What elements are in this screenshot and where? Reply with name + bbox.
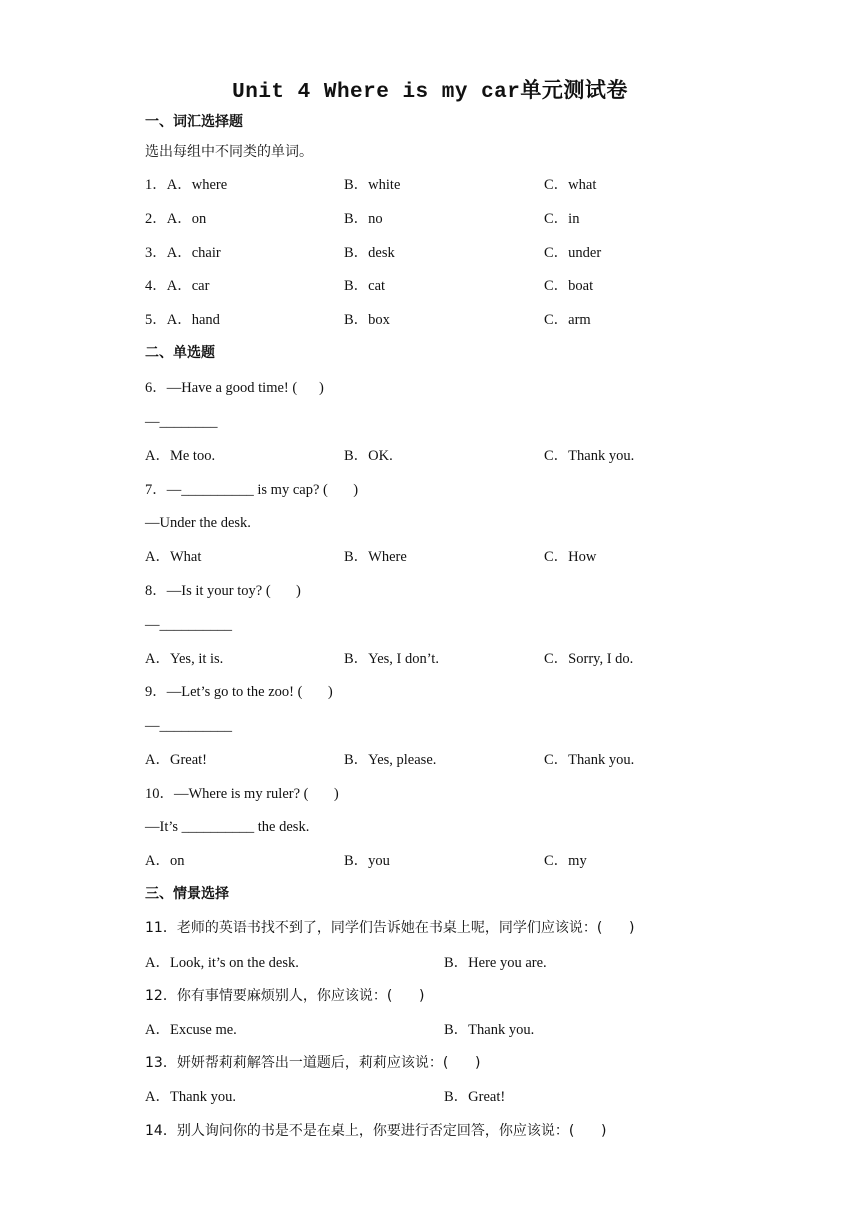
title-prefix: Unit 4 Where is my car	[232, 81, 521, 104]
section-heading-situation: 三、情景选择	[145, 886, 229, 902]
question-5-option-c: C．arm	[544, 312, 591, 328]
question-3-option-a: 3．A．chair	[145, 245, 221, 261]
question-5-option-b: B．box	[344, 312, 390, 328]
question-6-option-b: B．OK.	[344, 448, 393, 464]
question-12-option-a: A．Excuse me.	[145, 1022, 237, 1038]
question-7-stem: 7．—__________ is my cap? ( )	[145, 482, 359, 498]
question-10-stem: 10．—Where is my ruler? ( )	[145, 786, 339, 802]
question-5-option-a: 5．A．hand	[145, 312, 220, 328]
question-8-reply: —__________	[145, 617, 232, 633]
question-14-stem: 14．别人询问你的书是不是在桌上，你要进行否定回答，你应该说：( )	[145, 1123, 607, 1139]
question-3-option-b: B．desk	[344, 245, 395, 261]
question-13-option-b: B．Great!	[444, 1089, 506, 1105]
question-12-stem: 12．你有事情要麻烦别人，你应该说：( )	[145, 988, 425, 1004]
question-8-option-c: C．Sorry, I do.	[544, 651, 634, 667]
question-13-stem: 13．妍妍帮莉莉解答出一道题后，莉莉应该说：( )	[145, 1055, 481, 1071]
section-instruction: 选出每组中不同类的单词。	[145, 144, 313, 160]
question-8-option-b: B．Yes, I don’t.	[344, 651, 439, 667]
question-6-option-a: A．Me too.	[145, 448, 216, 464]
question-1-option-c: C．what	[544, 177, 597, 193]
question-9-stem: 9．—Let’s go to the zoo! ( )	[145, 684, 333, 700]
question-7-reply: —Under the desk.	[145, 515, 251, 531]
question-12-option-b: B．Thank you.	[444, 1022, 535, 1038]
question-10-reply: —It’s __________ the desk.	[145, 819, 310, 835]
title-suffix: 单元测试卷	[520, 78, 628, 102]
question-4-option-c: C．boat	[544, 278, 594, 294]
question-4-option-b: B．cat	[344, 278, 386, 294]
question-8-option-a: A．Yes, it is.	[145, 651, 224, 667]
question-8-stem: 8．—Is it your toy? ( )	[145, 583, 301, 599]
question-9-option-c: C．Thank you.	[544, 752, 635, 768]
question-6-option-c: C．Thank you.	[544, 448, 635, 464]
question-11-option-b: B．Here you are.	[444, 955, 547, 971]
question-6-stem: 6．—Have a good time! ( )	[145, 380, 324, 396]
question-4-option-a: 4．A．car	[145, 278, 210, 294]
question-11-stem: 11．老师的英语书找不到了，同学们告诉她在书桌上呢，同学们应该说：( )	[145, 920, 635, 936]
question-10-option-a: A．on	[145, 853, 185, 869]
question-2-option-b: B．no	[344, 211, 383, 227]
question-7-option-c: C．How	[544, 549, 597, 565]
question-9-reply: —__________	[145, 718, 232, 734]
question-3-option-c: C．under	[544, 245, 602, 261]
question-11-option-a: A．Look, it’s on the desk.	[145, 955, 299, 971]
question-1-option-a: 1．A．where	[145, 177, 228, 193]
section-heading-vocab: 一、词汇选择题	[145, 114, 243, 130]
question-13-option-a: A．Thank you.	[145, 1089, 237, 1105]
question-9-option-b: B．Yes, please.	[344, 752, 437, 768]
question-7-option-a: A．What	[145, 549, 202, 565]
page-title	[0, 74, 860, 104]
question-10-option-c: C．my	[544, 853, 587, 869]
question-2-option-c: C．in	[544, 211, 580, 227]
question-2-option-a: 2．A．on	[145, 211, 207, 227]
section-heading-single-choice: 二、单选题	[145, 345, 215, 361]
question-6-reply: —________	[145, 414, 218, 430]
question-7-option-b: B．Where	[344, 549, 407, 565]
question-1-option-b: B．white	[344, 177, 401, 193]
question-10-option-b: B．you	[344, 853, 390, 869]
question-9-option-a: A．Great!	[145, 752, 208, 768]
